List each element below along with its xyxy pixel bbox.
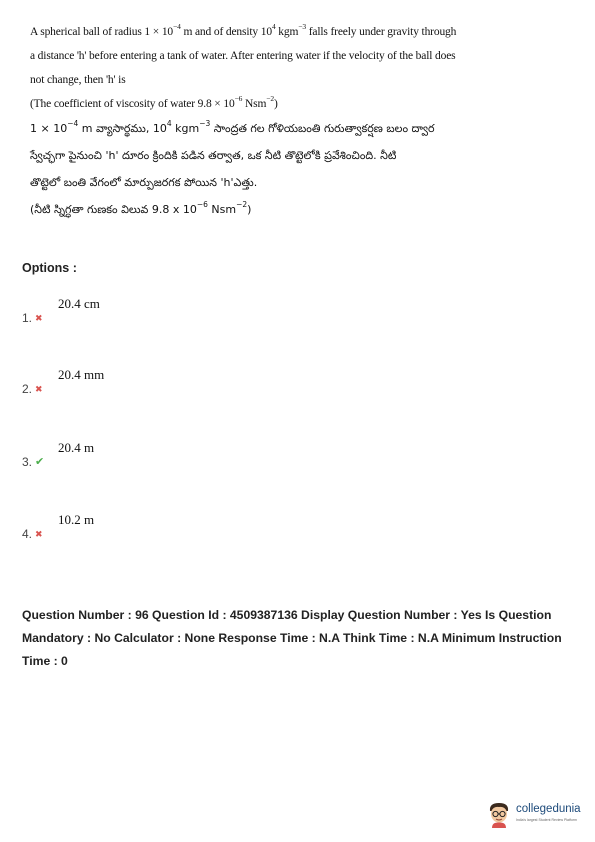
option-number: 2. ✖ bbox=[22, 382, 43, 396]
question-en-line-4: (The coefficient of viscosity of water $9.8 \times 10^{-6}$ Nsm$^{-2}$) bbox=[30, 94, 278, 110]
cross-icon: ✖ bbox=[35, 529, 43, 539]
option-text: 20.4 cm bbox=[58, 296, 100, 311]
question-te-line-1: $1 \times 10^{-4}$ m వ్యాసార్థము, $10^4$ kgm$^{-3}$ సాంద్రత గల గోళియబంతి గురుత్వాకర్షణ బలం ద్వార bbox=[30, 119, 435, 135]
cross-icon: ✖ bbox=[35, 384, 43, 394]
question-te-line-4: (నీటి స్నిగ్ధతా గుణకం విలువ 9.8 x $10^{-6}$ Nsm$^{-2}$) bbox=[30, 200, 252, 216]
check-icon: ✔ bbox=[35, 456, 45, 468]
question-te-line-2: స్వేచ్ఛగా పైనుంచి 'h' దూరం క్రిందికి పడిన తర్వాత, ఒక నీటి తొట్టెలోకి ప్రవేశించింది. నీటి bbox=[30, 149, 397, 162]
option-text: 20.4 mm bbox=[58, 367, 105, 382]
metadata-line-1: Question Number : 96 Question Id : 4509387136 Display Question Number : Yes Is Question bbox=[22, 608, 552, 622]
question-te-line-3: తొట్టెలో బంతి వేగంలో మార్పుజరగక పోయిన 'h'ఎత్తు. bbox=[30, 176, 258, 189]
question-en-line-3: not change, then 'h' is bbox=[30, 74, 126, 86]
option-number: 3. ✔ bbox=[22, 455, 45, 469]
logo-name: collegedunia bbox=[516, 803, 581, 815]
logo-tagline: India's largest Student Review Platform bbox=[516, 818, 577, 822]
collegedunia-logo[interactable] bbox=[486, 798, 590, 832]
options-label: Options : bbox=[22, 261, 77, 275]
mascot-icon bbox=[486, 800, 512, 828]
question-text bbox=[30, 20, 470, 223]
question-en-line-1: A spherical ball of radius $1 \times 10^{-4}$ m and of density $10^4$ kgm$^{-3}$ falls freely under gravity through bbox=[30, 22, 457, 38]
question-en-line-2: a distance 'h' before entering a tank of water. After entering water if the velocity of the ball does bbox=[30, 50, 456, 62]
metadata-line-2: Mandatory : No Calculator : None Response Time : N.A Think Time : N.A Minimum Instruction bbox=[22, 631, 562, 645]
option-number: 1. ✖ bbox=[22, 311, 43, 325]
option-text: 20.4 m bbox=[58, 440, 95, 455]
option-number: 4. ✖ bbox=[22, 527, 43, 541]
option-text: 10.2 m bbox=[58, 512, 95, 527]
metadata-line-3: Time : 0 bbox=[22, 654, 68, 668]
question-metadata bbox=[22, 604, 582, 673]
cross-icon: ✖ bbox=[35, 313, 43, 323]
